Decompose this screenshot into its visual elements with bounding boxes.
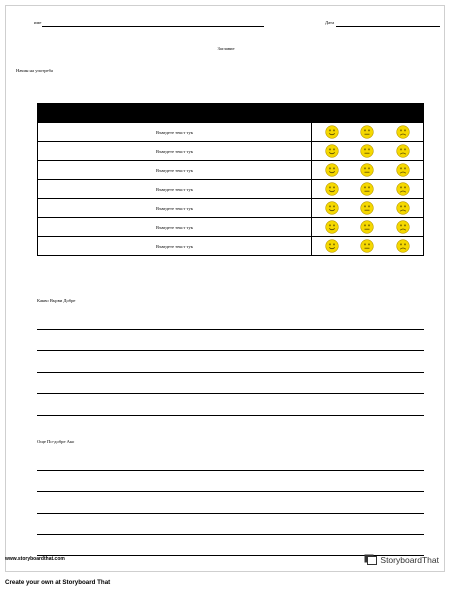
writing-line[interactable] bbox=[37, 470, 424, 471]
neutral-face-icon[interactable] bbox=[360, 239, 374, 253]
writing-line[interactable] bbox=[37, 534, 424, 535]
rating-faces-cell bbox=[312, 161, 423, 179]
sad-face-icon[interactable] bbox=[396, 144, 410, 158]
row-text-cell[interactable]: Въведете текст тук bbox=[38, 199, 312, 217]
neutral-face-icon[interactable] bbox=[360, 201, 374, 215]
section-label-even-better-if: Още По-добре Ако bbox=[37, 439, 75, 444]
row-text-cell[interactable]: Въведете текст тук bbox=[38, 123, 312, 141]
table-row bbox=[38, 141, 423, 160]
footer-url[interactable]: www.storyboardthat.com bbox=[5, 556, 65, 562]
name-line[interactable] bbox=[42, 26, 264, 27]
sad-face-icon[interactable] bbox=[396, 220, 410, 234]
writing-line[interactable] bbox=[37, 329, 424, 330]
row-text-cell[interactable]: Въведете текст тук bbox=[38, 142, 312, 160]
create-your-own-link[interactable]: Create your own at Storyboard That bbox=[0, 575, 450, 590]
table-row bbox=[38, 198, 423, 217]
row-text-cell[interactable]: Въведете текст тук bbox=[38, 218, 312, 236]
table-row bbox=[38, 122, 423, 141]
storyboard-logo-icon bbox=[364, 554, 377, 565]
row-text-cell[interactable]: Въведете текст тук bbox=[38, 180, 312, 198]
row-text-cell[interactable]: Въведете текст тук bbox=[38, 237, 312, 255]
table-row bbox=[38, 236, 423, 255]
table-header bbox=[38, 104, 423, 122]
table-row bbox=[38, 217, 423, 236]
sad-face-icon[interactable] bbox=[396, 201, 410, 215]
date-label: Дата bbox=[325, 20, 335, 25]
table-row bbox=[38, 160, 423, 179]
neutral-face-icon[interactable] bbox=[360, 182, 374, 196]
writing-line[interactable] bbox=[37, 372, 424, 373]
happy-face-icon[interactable] bbox=[325, 201, 339, 215]
table-row bbox=[38, 179, 423, 198]
writing-line[interactable] bbox=[37, 393, 424, 394]
neutral-face-icon[interactable] bbox=[360, 144, 374, 158]
rating-table bbox=[37, 103, 424, 256]
happy-face-icon[interactable] bbox=[325, 163, 339, 177]
row-text-cell[interactable]: Въведете текст тук bbox=[38, 161, 312, 179]
sad-face-icon[interactable] bbox=[396, 125, 410, 139]
name-label: име bbox=[34, 20, 42, 25]
writing-line[interactable] bbox=[37, 513, 424, 514]
instructions-label: Начин на употреба bbox=[16, 68, 53, 73]
worksheet-title: Заглавие bbox=[217, 46, 235, 51]
sad-face-icon[interactable] bbox=[396, 239, 410, 253]
happy-face-icon[interactable] bbox=[325, 182, 339, 196]
rating-faces-cell bbox=[312, 180, 423, 198]
storyboardthat-logo[interactable] bbox=[364, 554, 439, 565]
date-line[interactable] bbox=[336, 26, 440, 27]
neutral-face-icon[interactable] bbox=[360, 125, 374, 139]
rating-faces-cell bbox=[312, 237, 423, 255]
happy-face-icon[interactable] bbox=[325, 220, 339, 234]
rating-faces-cell bbox=[312, 123, 423, 141]
brand-name: StoryboardThat bbox=[380, 554, 439, 565]
happy-face-icon[interactable] bbox=[325, 144, 339, 158]
writing-line[interactable] bbox=[37, 350, 424, 351]
happy-face-icon[interactable] bbox=[325, 239, 339, 253]
sad-face-icon[interactable] bbox=[396, 182, 410, 196]
neutral-face-icon[interactable] bbox=[360, 220, 374, 234]
writing-line[interactable] bbox=[37, 415, 424, 416]
happy-face-icon[interactable] bbox=[325, 125, 339, 139]
sad-face-icon[interactable] bbox=[396, 163, 410, 177]
section-label-what-went-well: Какво Върви Добре bbox=[37, 298, 76, 303]
rating-faces-cell bbox=[312, 218, 423, 236]
rating-faces-cell bbox=[312, 142, 423, 160]
rating-faces-cell bbox=[312, 199, 423, 217]
neutral-face-icon[interactable] bbox=[360, 163, 374, 177]
worksheet-page bbox=[5, 5, 445, 572]
writing-line[interactable] bbox=[37, 491, 424, 492]
